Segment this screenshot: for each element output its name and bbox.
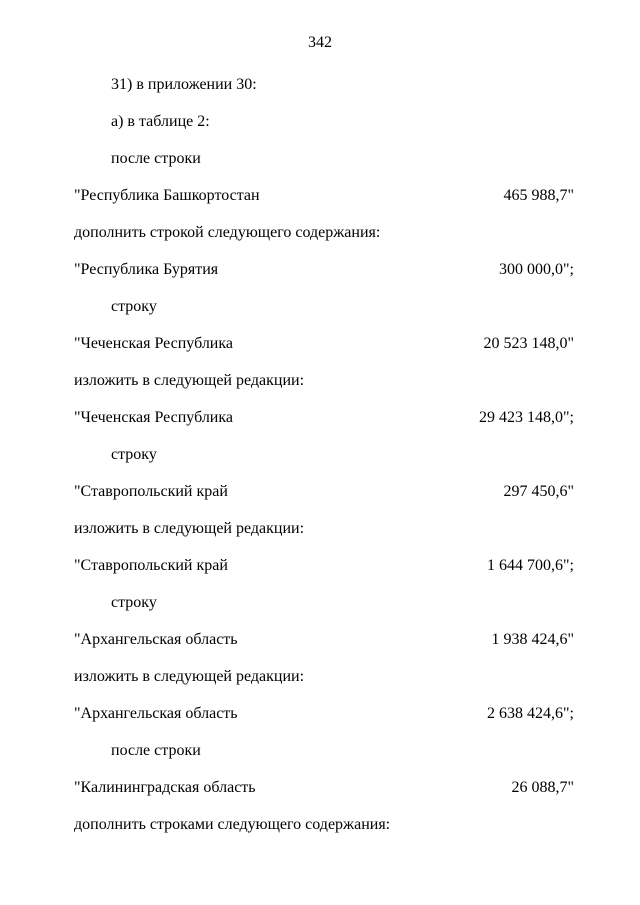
row-name: "Чеченская Республика [74,335,233,352]
document-line: после строки [111,742,201,759]
table-row [74,334,574,354]
document-line: изложить в следующей редакции: [74,520,305,537]
table-row [74,630,574,650]
table-row [74,704,574,724]
document-line: 31) в приложении 30: [111,76,257,93]
document-line: строку [111,298,157,315]
document-line: а) в таблице 2: [111,113,210,130]
row-name: "Ставропольский край [74,557,228,574]
row-name: "Калининградская область [74,779,256,796]
row-value: 465 988,7" [503,187,574,204]
table-row [74,482,574,502]
document-line: дополнить строками следующего содержания: [74,816,391,833]
document-line: после строки [111,150,201,167]
table-row [74,186,574,206]
table-row [74,556,574,576]
document-line: строку [111,594,157,611]
row-value: 2 638 424,6"; [487,705,574,722]
document-line: строку [111,446,157,463]
row-value: 29 423 148,0"; [479,409,574,426]
row-value: 20 523 148,0" [483,335,574,352]
row-name: "Республика Башкортостан [74,187,260,204]
page-number: 342 [308,34,332,51]
document-line: изложить в следующей редакции: [74,372,305,389]
row-value: 1 938 424,6" [491,631,574,648]
row-value: 1 644 700,6"; [487,557,574,574]
table-row [74,408,574,428]
document-line: изложить в следующей редакции: [74,668,305,685]
row-name: "Архангельская область [74,631,238,648]
row-name: "Чеченская Республика [74,409,233,426]
row-value: 300 000,0"; [499,261,574,278]
table-row [74,260,574,280]
row-value: 297 450,6" [503,483,574,500]
row-name: "Архангельская область [74,705,238,722]
row-name: "Республика Бурятия [74,261,219,278]
row-value: 26 088,7" [511,779,574,796]
row-name: "Ставропольский край [74,483,228,500]
document-line: дополнить строкой следующего содержания: [74,224,381,241]
table-row [74,778,574,798]
